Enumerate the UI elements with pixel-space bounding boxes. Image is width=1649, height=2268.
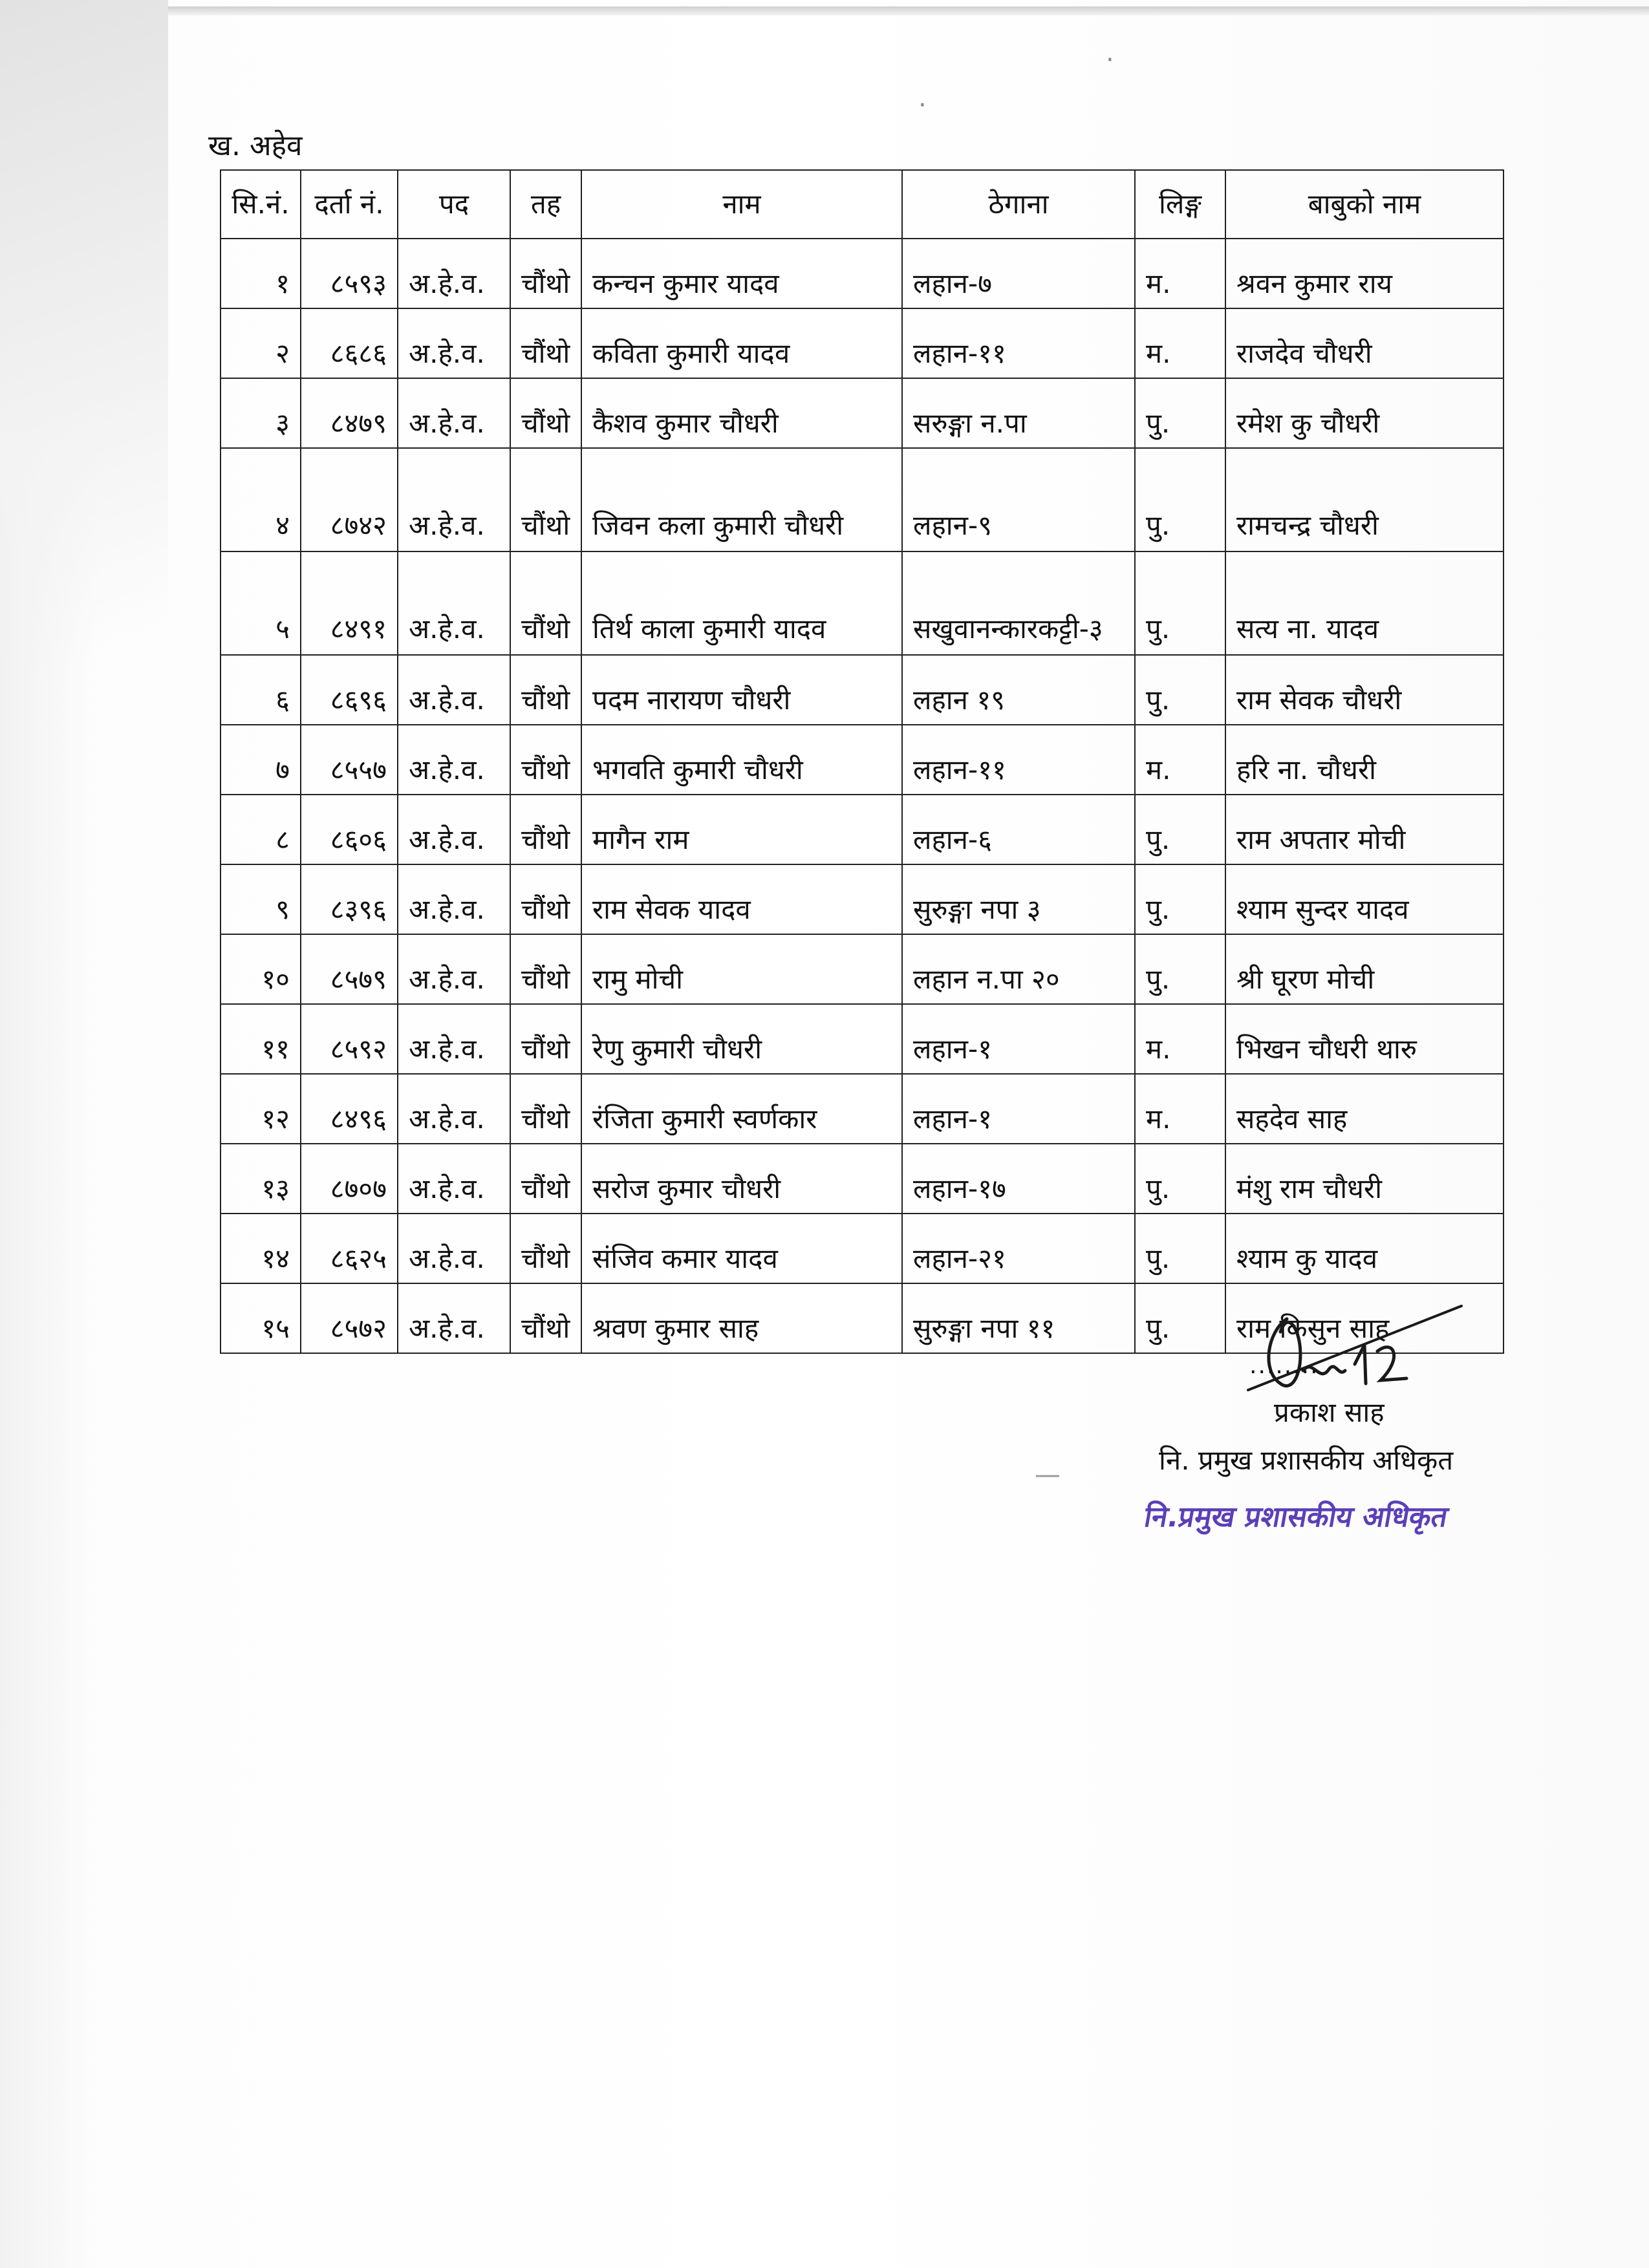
cell-gender: पु. (1135, 655, 1225, 725)
table-row (221, 864, 1503, 934)
scan-speck: · (1106, 45, 1114, 75)
cell-level: चौंथो (510, 795, 581, 864)
header-father-name: बाबुको नाम (1225, 170, 1503, 239)
cell-address: लहान-१७ (902, 1144, 1135, 1214)
cell-father-name: सत्य ना. यादव (1225, 551, 1503, 655)
cell-registration-no: ८६२५ (301, 1214, 398, 1283)
scan-dash-mark: — (1035, 1460, 1061, 1490)
cell-gender: पु. (1135, 378, 1225, 448)
section-title: ख. अहेव (208, 129, 303, 162)
cell-name: मागैन राम (581, 795, 902, 864)
cell-serial: ५ (221, 551, 301, 655)
cell-name: कविता कुमारी यादव (581, 308, 902, 378)
cell-name: कैशव कुमार चौधरी (581, 378, 902, 448)
header-serial: सि.नं. (221, 170, 301, 239)
table-row (221, 378, 1503, 448)
cell-address: सखुवानन्कारकट्टी-३ (902, 551, 1135, 655)
cell-address: लहान न.पा २० (902, 934, 1135, 1004)
cell-address: लहान-१ (902, 1074, 1135, 1144)
cell-registration-no: ८३९६ (301, 864, 398, 934)
cell-serial: १३ (221, 1144, 301, 1214)
staff-table (220, 169, 1504, 1354)
cell-serial: १५ (221, 1283, 301, 1353)
cell-registration-no: ८४९१ (301, 551, 398, 655)
cell-post: अ.हे.व. (398, 934, 510, 1004)
cell-serial: ७ (221, 725, 301, 795)
cell-gender: पु. (1135, 934, 1225, 1004)
cell-name: तिर्थ काला कुमारी यादव (581, 551, 902, 655)
cell-gender: म. (1135, 308, 1225, 378)
cell-level: चौंथो (510, 1283, 581, 1353)
cell-registration-no: ८६९६ (301, 655, 398, 725)
cell-name: रेणु कुमारी चौधरी (581, 1004, 902, 1074)
cell-serial: १० (221, 934, 301, 1004)
cell-registration-no: ८५७९ (301, 934, 398, 1004)
cell-post: अ.हे.व. (398, 551, 510, 655)
cell-post: अ.हे.व. (398, 1214, 510, 1283)
cell-gender: पु. (1135, 1144, 1225, 1214)
cell-registration-no: ८६८६ (301, 308, 398, 378)
table-row (221, 239, 1503, 308)
cell-name: रंजिता कुमारी स्वर्णकार (581, 1074, 902, 1144)
table-row (221, 448, 1503, 551)
cell-gender: पु. (1135, 795, 1225, 864)
cell-father-name: राम सेवक चौधरी (1225, 655, 1503, 725)
cell-post: अ.हे.व. (398, 1283, 510, 1353)
cell-serial: १ (221, 239, 301, 308)
cell-address: लहान-११ (902, 308, 1135, 378)
cell-gender: पु. (1135, 864, 1225, 934)
cell-level: चौंथो (510, 1144, 581, 1214)
cell-address: लहान-११ (902, 725, 1135, 795)
cell-post: अ.हे.व. (398, 1144, 510, 1214)
cell-registration-no: ८४९६ (301, 1074, 398, 1144)
cell-address: सुरुङ्गा नपा ११ (902, 1283, 1135, 1353)
cell-post: अ.हे.व. (398, 448, 510, 551)
signatory-name: प्रकाश साह (1274, 1396, 1385, 1428)
cell-serial: ६ (221, 655, 301, 725)
table-row (221, 655, 1503, 725)
cell-father-name: श्याम कु यादव (1225, 1214, 1503, 1283)
cell-level: चौंथो (510, 1074, 581, 1144)
cell-father-name: सहदेव साह (1225, 1074, 1503, 1144)
header-level: तह (510, 170, 581, 239)
cell-registration-no: ८६०६ (301, 795, 398, 864)
signatory-designation: नि. प्रमुख प्रशासकीय अधिकृत (1159, 1444, 1454, 1476)
cell-serial: ४ (221, 448, 301, 551)
table-row (221, 308, 1503, 378)
cell-post: अ.हे.व. (398, 725, 510, 795)
cell-level: चौंथो (510, 239, 581, 308)
table-row (221, 1214, 1503, 1283)
cell-gender: म. (1135, 239, 1225, 308)
cell-father-name: श्री घूरण मोची (1225, 934, 1503, 1004)
header-post: पद (398, 170, 510, 239)
cell-gender: पु. (1135, 448, 1225, 551)
cell-gender: पु. (1135, 551, 1225, 655)
cell-father-name: राम अपतार मोची (1225, 795, 1503, 864)
table-row (221, 1074, 1503, 1144)
header-address: ठेगाना (902, 170, 1135, 239)
cell-level: चौंथो (510, 864, 581, 934)
cell-serial: ८ (221, 795, 301, 864)
table-header-row (221, 170, 1503, 239)
cell-serial: ११ (221, 1004, 301, 1074)
cell-name: संजिव कमार यादव (581, 1214, 902, 1283)
cell-address: लहान-९ (902, 448, 1135, 551)
cell-name: जिवन कला कुमारी चौधरी (581, 448, 902, 551)
cell-post: अ.हे.व. (398, 864, 510, 934)
cell-address: लहान-२१ (902, 1214, 1135, 1283)
cell-name: कन्चन कुमार यादव (581, 239, 902, 308)
scan-top-edge (155, 6, 1649, 16)
cell-address: लहान-६ (902, 795, 1135, 864)
cell-level: चौंथो (510, 308, 581, 378)
table-row (221, 795, 1503, 864)
cell-father-name: रामचन्द्र चौधरी (1225, 448, 1503, 551)
cell-name: सरोज कुमार चौधरी (581, 1144, 902, 1214)
cell-address: लहान-७ (902, 239, 1135, 308)
cell-post: अ.हे.व. (398, 378, 510, 448)
cell-level: चौंथो (510, 655, 581, 725)
cell-name: रामु मोची (581, 934, 902, 1004)
cell-gender: म. (1135, 725, 1225, 795)
cell-father-name: मंशु राम चौधरी (1225, 1144, 1503, 1214)
cell-name: राम सेवक यादव (581, 864, 902, 934)
cell-post: अ.हे.व. (398, 655, 510, 725)
cell-level: चौंथो (510, 725, 581, 795)
cell-registration-no: ८५९३ (301, 239, 398, 308)
cell-serial: २ (221, 308, 301, 378)
cell-serial: १२ (221, 1074, 301, 1144)
cell-level: चौंथो (510, 1004, 581, 1074)
scan-speck: · (918, 91, 927, 120)
cell-level: चौंथो (510, 448, 581, 551)
cell-address: सरुङ्गा न.पा (902, 378, 1135, 448)
cell-address: लहान-१ (902, 1004, 1135, 1074)
cell-level: चौंथो (510, 1214, 581, 1283)
cell-registration-no: ८५५७ (301, 725, 398, 795)
cell-registration-no: ८५९२ (301, 1004, 398, 1074)
cell-post: अ.हे.व. (398, 308, 510, 378)
cell-name: पदम नारायण चौधरी (581, 655, 902, 725)
table-row (221, 1144, 1503, 1214)
cell-registration-no: ८४७९ (301, 378, 398, 448)
cell-post: अ.हे.व. (398, 795, 510, 864)
cell-level: चौंथो (510, 934, 581, 1004)
cell-name: भगवति कुमारी चौधरी (581, 725, 902, 795)
cell-gender: पु. (1135, 1214, 1225, 1283)
cell-registration-no: ८७०७ (301, 1144, 398, 1214)
cell-gender: म. (1135, 1074, 1225, 1144)
cell-post: अ.हे.व. (398, 1074, 510, 1144)
cell-serial: १४ (221, 1214, 301, 1283)
header-registration-no: दर्ता नं. (301, 170, 398, 239)
handwritten-signature (1242, 1293, 1474, 1403)
cell-name: श्रवण कुमार साह (581, 1283, 902, 1353)
cell-gender: पु. (1135, 1283, 1225, 1353)
cell-gender: म. (1135, 1004, 1225, 1074)
signature-dots: ........ (1249, 1353, 1319, 1379)
scan-left-fold (0, 0, 168, 937)
cell-father-name: श्रवन कुमार राय (1225, 239, 1503, 308)
cell-serial: ३ (221, 378, 301, 448)
cell-address: सुरुङ्गा नपा ३ (902, 864, 1135, 934)
office-stamp: नि.प्रमुख प्रशासकीय अधिकृत (1141, 1501, 1450, 1534)
cell-registration-no: ८७४२ (301, 448, 398, 551)
cell-address: लहान १९ (902, 655, 1135, 725)
header-name: नाम (581, 170, 902, 239)
header-gender: लिङ्ग (1135, 170, 1225, 239)
cell-level: चौंथो (510, 378, 581, 448)
cell-post: अ.हे.व. (398, 239, 510, 308)
cell-father-name: भिखन चौधरी थारु (1225, 1004, 1503, 1074)
cell-father-name: राजदेव चौधरी (1225, 308, 1503, 378)
cell-registration-no: ८५७२ (301, 1283, 398, 1353)
cell-level: चौंथो (510, 551, 581, 655)
table-row (221, 1004, 1503, 1074)
cell-serial: ९ (221, 864, 301, 934)
cell-father-name: हरि ना. चौधरी (1225, 725, 1503, 795)
table-row (221, 551, 1503, 655)
table-row (221, 725, 1503, 795)
cell-post: अ.हे.व. (398, 1004, 510, 1074)
cell-father-name: राम किसुन साह (1225, 1283, 1503, 1353)
table-row (221, 934, 1503, 1004)
cell-father-name: श्याम सुन्दर यादव (1225, 864, 1503, 934)
cell-father-name: रमेश कु चौधरी (1225, 378, 1503, 448)
